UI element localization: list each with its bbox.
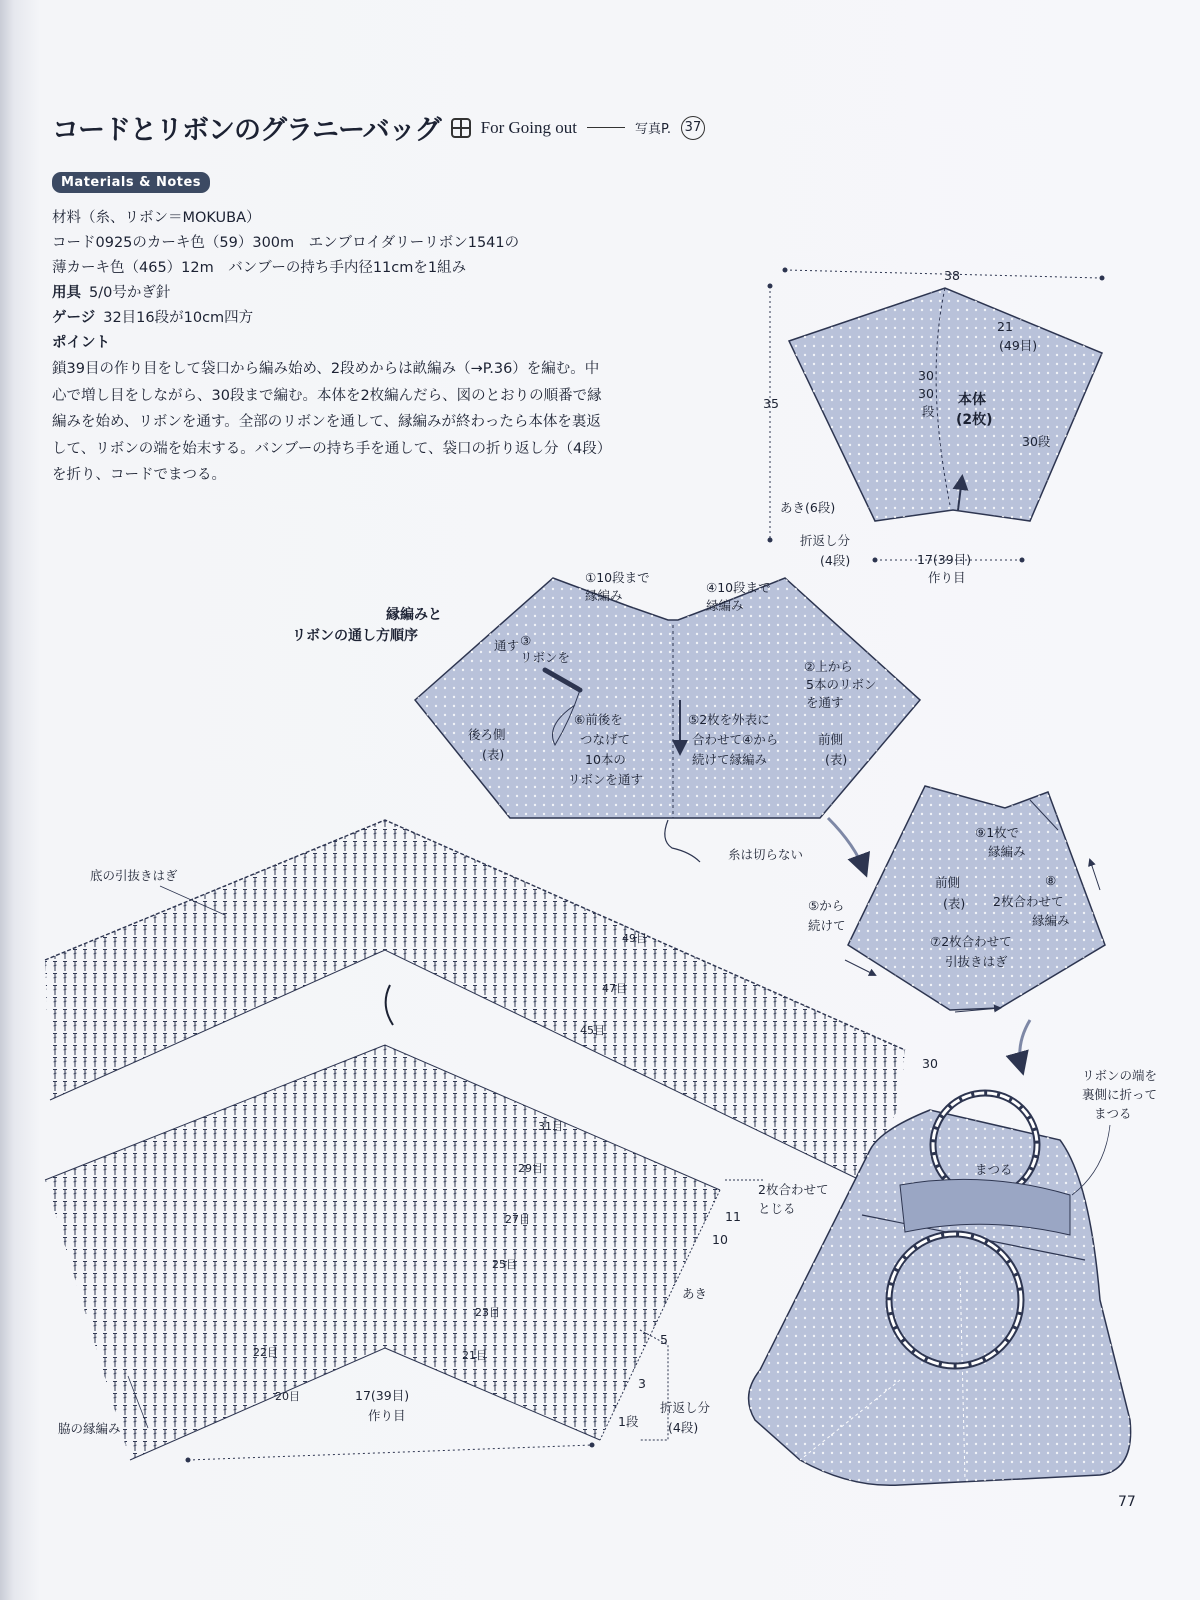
gauge-value: 32目16段が10cm四方 [103, 310, 254, 326]
right-rows-label: 30段 [1022, 434, 1051, 449]
center-label-1: 30 [918, 368, 934, 383]
back-label-1: 後ろ側 [468, 727, 506, 742]
tools-value: 5/0号かぎ針 [89, 285, 171, 301]
material-line: コード0925のカーキ色（59）300m エンブロイダリーリボン1541の [52, 235, 520, 251]
row-num-10: 10 [712, 1232, 728, 1247]
fold-label-2: (4段) [820, 553, 851, 568]
photo-label: 写真P. [635, 122, 671, 137]
side-st-label: (49目) [999, 338, 1038, 353]
chart-base-label: 17(39目) [355, 1388, 410, 1403]
base-label: 17(39目) [917, 552, 972, 567]
step3-num: ③ [520, 633, 532, 648]
step1-b: 縁編み [585, 588, 623, 603]
step6-a: ⑥前後を [574, 712, 623, 727]
side-cm-label: 21 [997, 319, 1013, 334]
page-title: コードとリボンのグラニーバッグ [52, 115, 441, 146]
row-label-21: 21目 [462, 1349, 487, 1362]
front-label-2: (表) [825, 752, 848, 767]
row-label-22: 22目 [253, 1346, 278, 1359]
step8-a: 2枚合わせて [993, 894, 1064, 909]
material-line: 材料（糸、リボン＝MOKUBA） [52, 210, 261, 226]
step6-c: 10本の [585, 752, 626, 767]
front-side-2: (表) [943, 896, 966, 911]
yarn-note: 糸は切らない [728, 847, 804, 862]
close-label-2: とじる [758, 1201, 796, 1216]
side-edge-label: 脇の縁編み [58, 1421, 121, 1436]
row-label-27: 27目 [505, 1213, 530, 1226]
step8-b: 縁編み [1032, 913, 1070, 928]
step5-b: 合わせて④から [692, 732, 779, 747]
tools-label: 用具 [52, 285, 81, 301]
ribbon-note-1: リボンの端を [1082, 1068, 1158, 1083]
chart-cast-on: 作り目 [368, 1408, 406, 1423]
row-label-29: 29目 [518, 1162, 543, 1175]
point-text: 鎖39目の作り目をして袋口から編み始め、2段めからは畝編み（→P.36）を編む。中心で増し目をしながら、30段まで編む。本体を2枚編んだら、図のとおりの順番で縁編みを始め、リボンを通す。全部のリボンを通して、縁編みが終わったら本体を裏返して、リボンの端を始末する。バンブーの持ち手を通して、袋口の折り返し分（4段）を折り、コードでまつる。 [52, 361, 612, 483]
fold-label-1: 折返し分 [800, 533, 851, 548]
step2-a: ②上から [804, 659, 853, 674]
row-num-3: 3 [638, 1376, 646, 1391]
row-num-5: 5 [660, 1332, 668, 1347]
center-label-3: 段 [922, 404, 935, 419]
cast-on-label: 作り目 [928, 570, 966, 585]
gauge-label: ゲージ [52, 310, 96, 326]
point-label: ポイント [52, 335, 110, 351]
row-label-49: 49目 [622, 932, 647, 945]
step4-a: ④10段まで [706, 580, 771, 595]
ribbon-note-2: 裏側に折って [1082, 1087, 1158, 1102]
height-label: 35 [763, 396, 779, 411]
fold-note-2: (4段) [668, 1420, 699, 1435]
back-label-2: (表) [482, 747, 505, 762]
step9-a: ⑨1枚で [975, 825, 1020, 840]
body-schematic [763, 268, 1105, 586]
step5-c: 続けて縁編み [692, 752, 768, 767]
page-number: 77 [1118, 1494, 1136, 1510]
front-label-1: 前側 [818, 732, 844, 747]
order-title-2: リボンの通し方順序 [292, 628, 418, 644]
subtitle: For Going out [480, 117, 577, 137]
row-label-31: 31目 [538, 1120, 563, 1133]
body-count: (2枚) [956, 412, 993, 428]
front-side-1: 前側 [935, 875, 961, 890]
center-label-2: 30 [918, 386, 934, 401]
from5-b: 続けて [808, 918, 846, 933]
step8-num: ⑧ [1045, 873, 1057, 888]
sew-note: まつる [975, 1162, 1013, 1177]
step6-d: リボンを通す [568, 772, 644, 787]
step9-b: 縁編み [988, 844, 1026, 859]
material-line: 薄カーキ色（465）12m バンブーの持ち手内径11cmを1組み [52, 260, 467, 276]
step7-b: 引抜きはぎ [945, 954, 1008, 969]
fold-note-1: 折返し分 [660, 1400, 711, 1415]
step7-a: ⑦2枚合わせて [930, 934, 1012, 949]
step2-c: を通す [806, 695, 844, 710]
photo-page-badge: 37 [681, 116, 705, 140]
step2-b: 5本のリボン [806, 677, 877, 692]
step4-b: 縁編み [706, 598, 744, 613]
ribbon-note-3: まつる [1094, 1106, 1132, 1121]
order-title-1: 縁編みと [386, 607, 442, 623]
width-label: 38 [944, 268, 960, 283]
from5-a: ⑤から [808, 898, 845, 913]
row-label-45: 45目 [580, 1024, 605, 1037]
opening-note: あき [682, 1286, 708, 1301]
row-label-47: 47目 [602, 982, 627, 995]
body-name: 本体 [958, 392, 986, 408]
row-label-23: 23目 [475, 1306, 500, 1319]
row-label-25: 25目 [492, 1258, 517, 1271]
step3-a: 通す [494, 638, 520, 653]
row-num-1: 1段 [618, 1414, 639, 1429]
materials-badge: Materials & Notes [52, 172, 210, 193]
step5-a: ⑤2枚を外表に [688, 712, 770, 727]
step6-b: つなげて [580, 732, 631, 747]
step3-b: リボンを [520, 650, 571, 665]
row-num-11: 11 [725, 1209, 741, 1224]
step1-a: ①10段まで [585, 570, 650, 585]
row-label-20: 20目 [275, 1390, 300, 1403]
opening-label: あき(6段) [780, 500, 836, 515]
row-num-30: 30 [922, 1056, 938, 1071]
close-label-1: 2枚合わせて [758, 1182, 829, 1197]
bottom-join-label: 底の引抜きはぎ [90, 868, 178, 883]
